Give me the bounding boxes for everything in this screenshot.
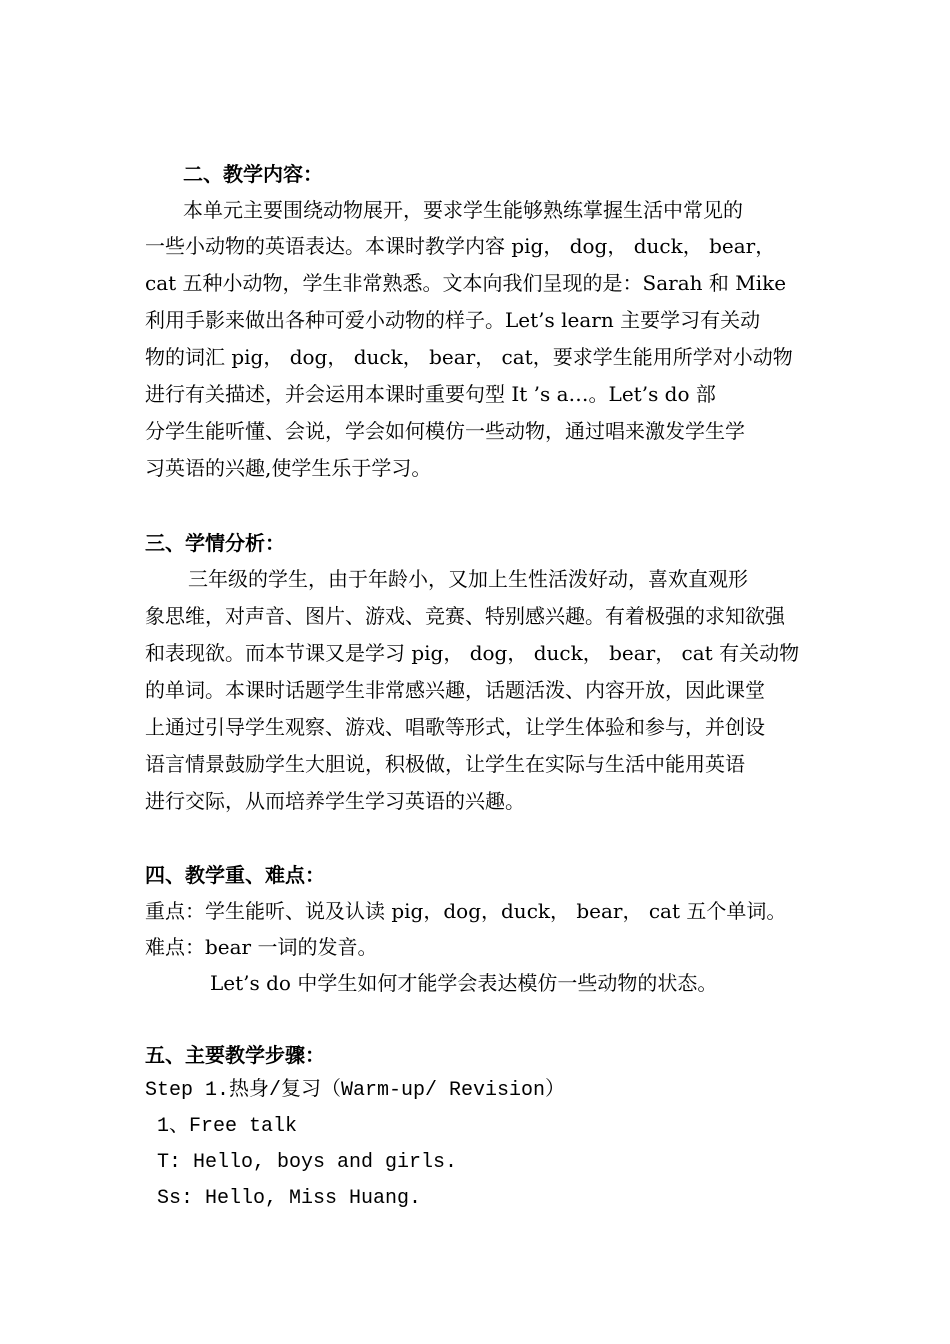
paragraph-line: 利用手影来做出各种可爱小动物的样子。Let’s learn 主要学习有关动 [145,308,761,332]
difficulty-line: Let’s do 中学生如何才能学会表达模仿一些动物的状态。 [210,971,718,995]
section-heading-teaching-steps: 五、主要教学步骤： [145,1043,325,1067]
section-heading-student-analysis: 三、学情分析： [145,531,285,555]
dialogue-line: Ss: Hello, Miss Huang. [157,1187,422,1210]
paragraph-line: 进行有关描述，并会运用本课时重要句型 It ’s a…。Let’s do 部 [145,382,716,406]
paragraph-line: 一些小动物的英语表达。本课时教学内容 pig， dog， duck， bear， [145,234,776,258]
paragraph-line: 三年级的学生，由于年龄小，又加上生性活泼好动，喜欢直观形 [188,567,748,591]
section-heading-teaching-content: 二、教学内容： [183,162,323,186]
section-heading-key-points: 四、教学重、难点： [145,863,325,887]
paragraph-line: 的单词。本课时话题学生非常感兴趣，话题活泼、内容开放，因此课堂 [145,678,765,702]
paragraph-line: 分学生能听懂、会说，学会如何模仿一些动物，通过唱来激发学生学 [145,419,745,443]
paragraph-line: 本单元主要围绕动物展开，要求学生能够熟练掌握生活中常见的 [183,198,743,222]
paragraph-line: 和表现欲。而本节课又是学习 pig， dog， duck， bear， cat 有关动物 [145,641,800,665]
paragraph-line: cat 五种小动物，学生非常熟悉。文本向我们呈现的是：Sarah 和 Mike [145,271,787,295]
step-item: 1、Free talk [157,1115,298,1138]
paragraph-line: 习英语的兴趣,使学生乐于学习。 [145,456,432,480]
dialogue-line: T: Hello, boys and girls. [157,1151,458,1174]
paragraph-line: 上通过引导学生观察、游戏、唱歌等形式，让学生体验和参与，并创设 [145,715,765,739]
paragraph-line: 物的词汇 pig， dog， duck， bear， cat，要求学生能用所学对小动物 [145,345,793,369]
paragraph-line: 语言情景鼓励学生大胆说，积极做，让学生在实际与生活中能用英语 [145,752,745,776]
key-point-line: 重点：学生能听、说及认读 pig，dog，duck， bear， cat 五个单词。 [145,899,787,923]
paragraph-line: 象思维，对声音、图片、游戏、竞赛、特别感兴趣。有着极强的求知欲强 [145,604,785,628]
paragraph-line: 进行交际，从而培养学生学习英语的兴趣。 [145,789,525,813]
difficulty-line: 难点：bear 一词的发音。 [145,935,378,959]
step-title: Step 1.热身/复习（Warm-up/ Revision） [145,1079,566,1102]
